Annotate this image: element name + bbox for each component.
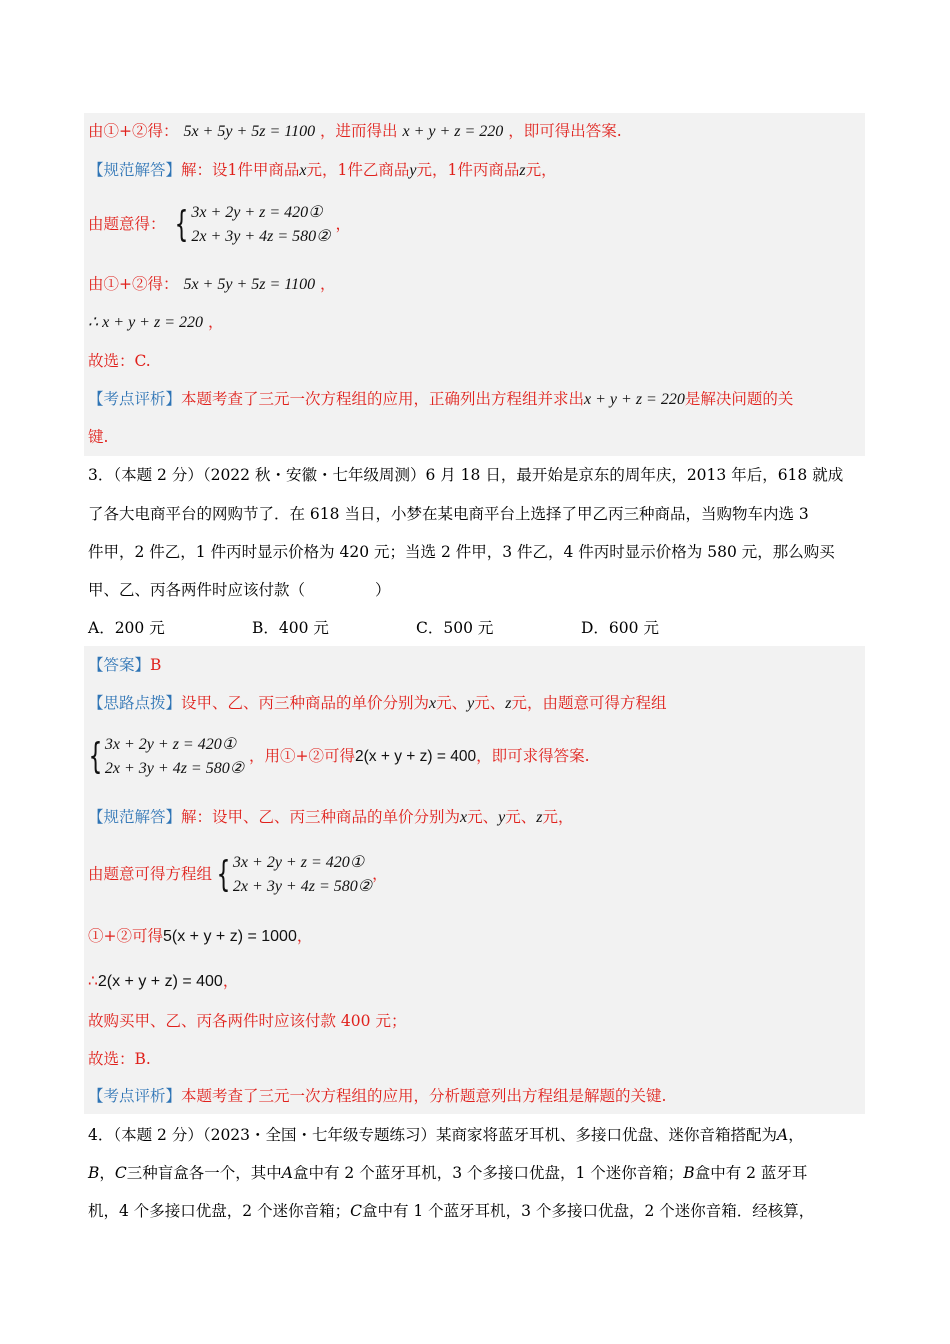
brace-icon: { — [88, 736, 103, 777]
q3-line4: 甲、乙、丙各两件时应该付款（ ） — [88, 581, 391, 599]
box2-line8: 故选：B. — [88, 1050, 151, 1068]
math-expr: x + y + z = 220 — [402, 123, 504, 140]
q4-line1: 4．（本题 2 分）（2023・全国・七年级专题练习）某商家将蓝牙耳机、多接口优盘、迷你音箱搭配为A， — [88, 1126, 804, 1144]
box2-line6: ∴2(x + y + z) = 400， — [88, 972, 239, 990]
math-expr: 5x + 5y + 5z = 1100 — [183, 123, 316, 140]
tag-answer: 【答案】 — [88, 656, 151, 674]
box2-line5: ①+②可得5(x + y + z) = 1000， — [88, 927, 313, 945]
q3-option-c: C．500 元 — [416, 619, 494, 637]
q4-line3: 机，4 个多接口优盘，2 个迷你音箱；C盒中有 1 个蓝牙耳机，3 个多接口优盘，2 个迷你音箱．经核算， — [88, 1202, 815, 1220]
box1-line8: 键. — [88, 428, 109, 446]
q3-option-b: B．400 元 — [252, 619, 329, 637]
box1-line5: ∴ x + y + z = 220 ， — [88, 313, 224, 331]
box2-solution: 【规范解答】解：设甲、乙、丙三种商品的单价分别为x元、y元、z元， — [88, 808, 574, 826]
q3-line2: 了各大电商平台的网购节了．在 618 当日，小梦在某电商平台上选择了甲乙丙三种商品，当购物车内选 3 — [88, 505, 809, 523]
box1-line3: 由题意得： { 3x + 2y + z = 420① 2x + 3y + 4z = 580② ， — [88, 200, 351, 249]
box1-line7: 【考点评析】本题考查了三元一次方程组的应用，正确列出方程组并求出x + y + z = 220是解决问题的关 — [88, 390, 794, 408]
q3-line1: 3．（本题 2 分）（2022 秋・安徽・七年级周测）6 月 18 日，最开始是京东的周年庆，2013 年后，618 就成 — [88, 466, 844, 484]
box2-answer: 【答案】B — [88, 656, 162, 674]
tag-standard-answer: 【规范解答】 — [88, 808, 182, 826]
box1-line6: 故选：C. — [88, 352, 151, 370]
box2-line7: 故购买甲、乙、丙各两件时应该付款 400 元； — [88, 1012, 407, 1030]
q3-option-a: A．200 元 — [88, 619, 165, 637]
equation-system: { 3x + 2y + z = 420① 2x + 3y + 4z = 580② — [88, 736, 245, 777]
tag-hint: 【思路点拨】 — [88, 694, 182, 712]
box2-hint: 【思路点拨】设甲、乙、丙三种商品的单价分别为x元、y元、z元，由题意可得方程组 — [88, 694, 667, 712]
tag-analysis: 【考点评析】 — [88, 1087, 182, 1105]
tag-analysis: 【考点评析】 — [88, 390, 182, 408]
brace-icon: { — [175, 204, 189, 245]
q3-option-d: D．600 元 — [581, 619, 659, 637]
brace-icon: { — [216, 854, 231, 895]
tag-standard-answer: 【规范解答】 — [88, 161, 182, 179]
equation-system: { 3x + 2y + z = 420① 2x + 3y + 4z = 580② — [175, 204, 331, 245]
equation-system: { 3x + 2y + z = 420① 2x + 3y + 4z = 580② — [216, 854, 373, 895]
box1-line2: 【规范解答】解：设1件甲商品x元，1件乙商品y元，1件丙商品z元， — [88, 161, 557, 179]
box1-line4: 由①+②得： 5x + 5y + 5z = 1100 ， — [88, 275, 336, 293]
q3-line3: 件甲，2 件乙，1 件丙时显示价格为 420 元；当选 2 件甲，3 件乙，4 件丙时显示价格为 580 元，那么购买 — [88, 543, 835, 561]
box2-line9: 【考点评析】本题考查了三元一次方程组的应用，分析题意列出方程组是解题的关键. — [88, 1087, 667, 1105]
box2-system2: 由题意可得方程组 { 3x + 2y + z = 420① 2x + 3y + 4z = 580② ， — [88, 850, 388, 899]
box1-line1: 由①+②得： 5x + 5y + 5z = 1100 ，进而得出 x + y + z = 220 ，即可得出答案. — [88, 122, 622, 140]
box2-system1: { 3x + 2y + z = 420① 2x + 3y + 4z = 580② ，用①+②可得2(x + y + z) = 400，即可求得答案. — [84, 732, 590, 781]
q4-line2: B，C三种盲盒各一个，其中A盒中有 2 个蓝牙耳机，3 个多接口优盘，1 个迷你音箱；B盒中有 2 蓝牙耳 — [88, 1164, 808, 1182]
